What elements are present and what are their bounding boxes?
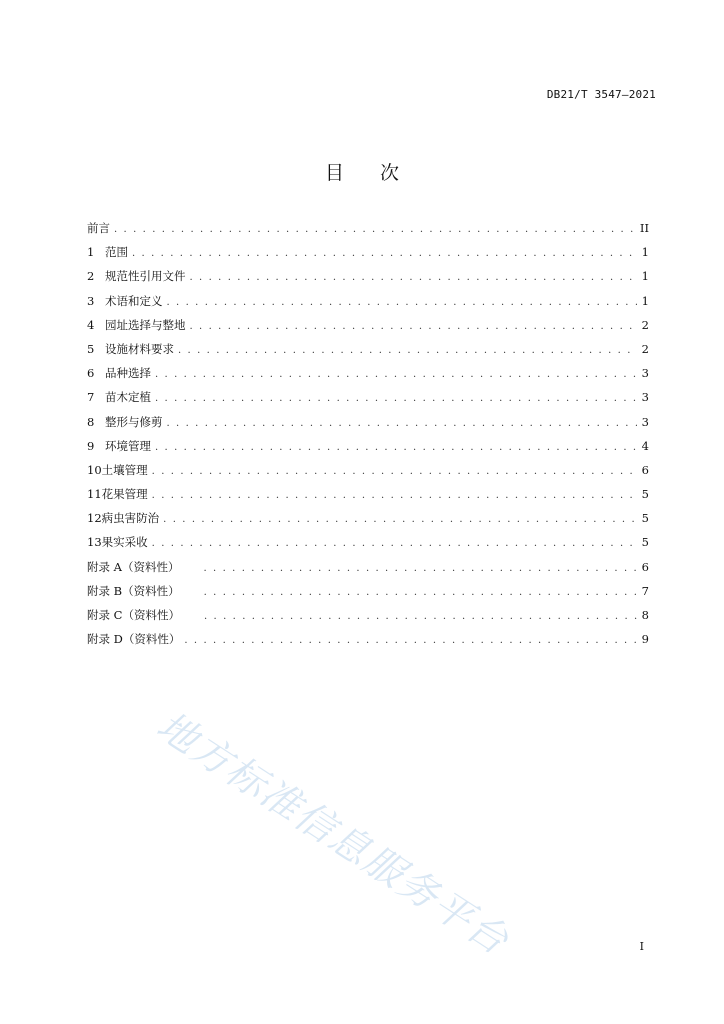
- toc-entry-5[interactable]: [87, 339, 649, 363]
- toc-entry-number: 1: [87, 245, 95, 260]
- toc-leader-dots: [155, 365, 637, 385]
- table-of-contents: [87, 218, 649, 653]
- toc-entry-label: 附录 A（资料性）: [87, 559, 180, 574]
- toc-entry-label: [87, 436, 151, 456]
- toc-entry-appendix-a[interactable]: [87, 557, 649, 581]
- toc-entry-label: 附录 C（资料性）: [87, 608, 180, 622]
- toc-entry-text: 环境管理: [105, 438, 151, 453]
- toc-entry-6[interactable]: [87, 363, 649, 387]
- toc-entry-13[interactable]: [87, 532, 649, 556]
- toc-leader-dots: [190, 268, 638, 288]
- toc-entry-page: 2: [641, 341, 649, 356]
- watermark: 地方标准信息服务平台: [148, 703, 517, 965]
- toc-entry-1[interactable]: [87, 242, 649, 266]
- toc-entry-number: 8: [87, 414, 95, 429]
- toc-entry-label: [87, 339, 174, 359]
- toc-entry-number: 4: [87, 317, 95, 332]
- toc-entry-label: [87, 387, 151, 407]
- toc-entry-label: 附录 D（资料性）: [87, 632, 181, 647]
- toc-entry-label: [87, 412, 163, 432]
- toc-entry-label: 附录 B（资料性）: [87, 583, 180, 598]
- toc-entry-text: 设施材料要求: [105, 341, 174, 356]
- toc-entry-page: 8: [641, 608, 649, 622]
- toc-entry-appendix-b[interactable]: [87, 581, 649, 605]
- toc-entry-label: [87, 460, 148, 480]
- toc-entry-text: 花果管理: [101, 487, 148, 502]
- toc-entry-page: II: [639, 221, 649, 235]
- toc-entry-page: 5: [641, 511, 649, 526]
- document-code: DB21/T 3547—2021: [546, 88, 656, 101]
- toc-leader-dots: [155, 438, 637, 458]
- toc-entry-number: 6: [87, 366, 95, 381]
- toc-entry-10[interactable]: [87, 460, 649, 484]
- toc-entry-label: [87, 484, 148, 504]
- toc-entry-label: [87, 508, 159, 528]
- toc-leader-dots: [178, 341, 637, 361]
- toc-entry-text: 苗木定植: [105, 390, 151, 405]
- toc-leader-dots: [184, 631, 637, 651]
- toc-entry-text: 果实采收: [101, 535, 148, 550]
- toc-entry-9[interactable]: [87, 436, 649, 460]
- toc-leader-dots: [152, 534, 637, 554]
- toc-entry-text: 病虫害防治: [101, 511, 160, 526]
- toc-entry-page: 6: [641, 462, 649, 477]
- toc-entry-number: 7: [87, 390, 95, 405]
- toc-entry-number: 9: [87, 438, 95, 453]
- toc-title-right: 次: [380, 162, 400, 184]
- toc-entry-4[interactable]: [87, 315, 649, 339]
- toc-entry-page: 4: [641, 438, 649, 453]
- toc-leader-dots: [152, 486, 637, 506]
- toc-entry-label: [87, 532, 148, 552]
- toc-entry-3[interactable]: [87, 291, 649, 315]
- toc-entry-page: 1: [641, 245, 649, 260]
- toc-leader-dots: [190, 317, 638, 337]
- toc-leader-dots: [167, 293, 638, 313]
- toc-title-left: 目: [324, 162, 344, 184]
- toc-entry-text: 整形与修剪: [105, 414, 163, 429]
- toc-entry-label: [87, 363, 151, 383]
- toc-leader-dots: [114, 220, 636, 240]
- toc-entry-number: 10: [87, 462, 102, 477]
- toc-entry-page: 5: [641, 487, 649, 502]
- toc-entry-appendix-c[interactable]: [87, 605, 649, 629]
- toc-entry-appendix-d[interactable]: [87, 629, 649, 653]
- toc-entry-page: 9: [641, 632, 649, 647]
- toc-entry-page: 5: [641, 535, 649, 550]
- toc-entry-text: 园址选择与整地: [105, 317, 186, 332]
- toc-entry-text: 土壤管理: [101, 462, 148, 477]
- toc-entry-number: 13: [87, 535, 102, 550]
- toc-entry-11[interactable]: [87, 484, 649, 508]
- toc-entry-label: [87, 242, 128, 262]
- toc-entry-label: [87, 291, 163, 311]
- toc-leader-dots: [132, 244, 637, 264]
- toc-entry-number: 11: [87, 487, 102, 502]
- toc-entry-page: 7: [641, 583, 649, 598]
- toc-title: [0, 158, 724, 185]
- toc-entry-7[interactable]: [87, 387, 649, 411]
- toc-leader-dots: [152, 462, 637, 482]
- toc-entry-text: 品种选择: [105, 366, 151, 381]
- toc-entry-2[interactable]: [87, 266, 649, 290]
- page-number: I: [639, 940, 644, 953]
- toc-entry-number: 12: [87, 511, 102, 526]
- toc-entry-number: 2: [87, 269, 95, 284]
- toc-entry-page: 1: [641, 293, 649, 308]
- toc-leader-dots: [204, 583, 637, 603]
- toc-entry-text: 范围: [105, 245, 128, 260]
- toc-entry-number: 3: [87, 293, 95, 308]
- toc-entry-page: 2: [641, 317, 649, 332]
- toc-entry-page: 3: [641, 414, 649, 429]
- toc-entry-page: 3: [641, 390, 649, 405]
- toc-entry-number: 5: [87, 341, 95, 356]
- toc-entry-text: 规范性引用文件: [105, 269, 186, 284]
- toc-leader-dots: [204, 607, 637, 627]
- toc-entry-page: 3: [641, 366, 649, 381]
- toc-entry-label: [87, 266, 186, 286]
- toc-entry-label: 前言: [87, 221, 110, 235]
- toc-entry-page: 1: [641, 269, 649, 284]
- toc-leader-dots: [163, 510, 637, 530]
- toc-entry-text: 术语和定义: [105, 293, 163, 308]
- toc-entry-foreword[interactable]: [87, 218, 649, 242]
- toc-leader-dots: [203, 559, 637, 579]
- toc-entry-label: [87, 315, 186, 335]
- toc-entry-12[interactable]: [87, 508, 649, 532]
- toc-entry-page: 6: [641, 559, 649, 574]
- toc-leader-dots: [155, 389, 637, 409]
- toc-leader-dots: [167, 414, 638, 434]
- toc-entry-8[interactable]: [87, 412, 649, 436]
